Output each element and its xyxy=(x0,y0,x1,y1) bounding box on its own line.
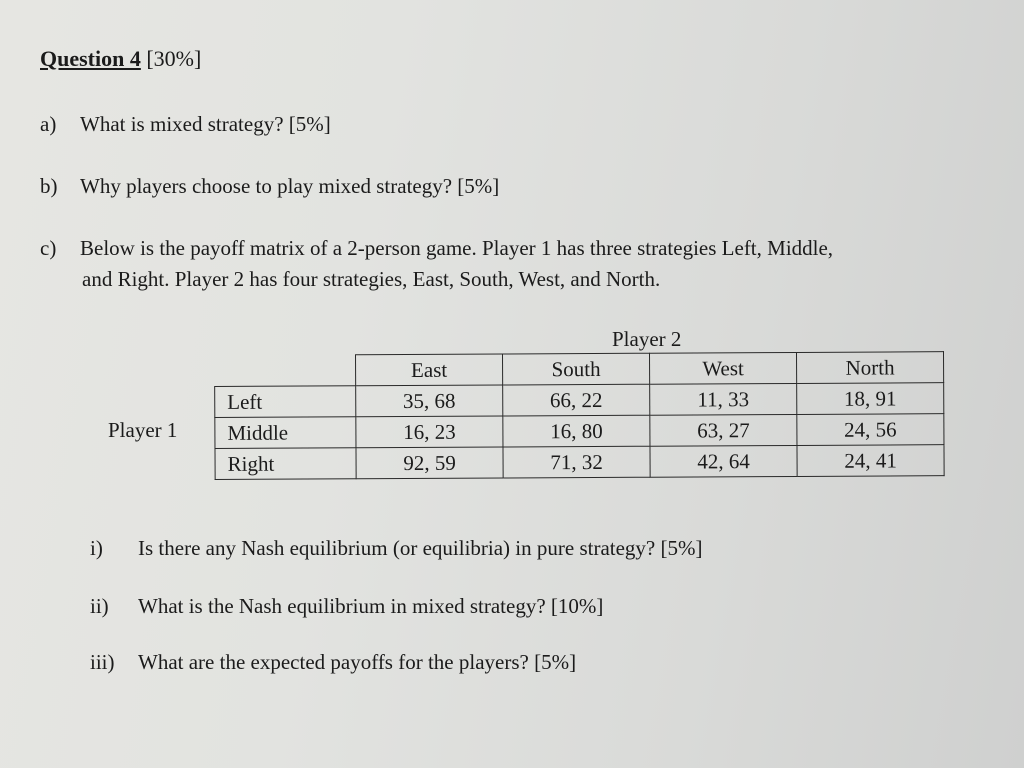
part-a-text: What is mixed strategy? [5%] xyxy=(80,112,331,136)
payoff-cell: 66, 22 xyxy=(503,384,650,416)
subpart-ii xyxy=(90,594,603,619)
payoff-cell: 11, 33 xyxy=(650,383,797,415)
subpart-i-text: Is there any Nash equilibrium (or equilibria) in pure strategy? [5%] xyxy=(138,536,703,560)
column-header-west: West xyxy=(649,352,796,384)
part-a-label: a) xyxy=(40,112,57,136)
subpart-ii-label: ii) xyxy=(90,594,109,618)
matrix-row-right xyxy=(215,445,944,480)
payoff-cell: 92, 59 xyxy=(356,447,503,479)
part-c xyxy=(40,236,833,261)
subpart-i-label: i) xyxy=(90,536,103,560)
payoff-cell: 42, 64 xyxy=(650,445,797,477)
row-header-middle: Middle xyxy=(215,417,356,449)
part-c-text-line1: Below is the payoff matrix of a 2-person game. Player 1 has three strategies Left, Middle, xyxy=(80,236,834,260)
column-header-south: South xyxy=(502,353,649,385)
row-header-left: Left xyxy=(215,386,356,418)
matrix-header-row xyxy=(215,352,944,387)
part-b xyxy=(40,174,499,199)
matrix-row-left xyxy=(215,383,944,418)
subpart-ii-text: What is the Nash equilibrium in mixed strategy? [10%] xyxy=(138,594,604,618)
payoff-cell: 18, 91 xyxy=(797,383,944,415)
part-b-label: b) xyxy=(40,174,58,198)
matrix-corner xyxy=(215,355,356,387)
payoff-cell: 35, 68 xyxy=(356,385,503,417)
subpart-iii xyxy=(90,650,576,675)
subpart-iii-text: What are the expected payoffs for the players? [5%] xyxy=(138,650,577,674)
player1-label: Player 1 xyxy=(108,418,178,442)
question-weight: [30%] xyxy=(146,46,202,71)
row-header-right: Right xyxy=(215,448,356,480)
column-header-east: East xyxy=(356,354,503,386)
matrix-row-middle xyxy=(215,414,944,449)
subpart-i xyxy=(90,536,702,561)
payoff-cell: 16, 23 xyxy=(356,416,503,448)
question-title: Question 4 xyxy=(40,46,141,71)
payoff-cell: 24, 56 xyxy=(797,414,944,446)
question-heading xyxy=(40,46,201,72)
payoff-cell: 24, 41 xyxy=(797,445,944,477)
payoff-cell: 16, 80 xyxy=(503,415,650,447)
part-a xyxy=(40,112,331,137)
subpart-iii-label: iii) xyxy=(90,650,115,674)
payoff-cell: 71, 32 xyxy=(503,446,650,478)
payoff-matrix xyxy=(214,351,945,480)
part-c-text-line2: and Right. Player 2 has four strategies, East, South, West, and North. xyxy=(82,267,661,291)
part-b-text: Why players choose to play mixed strategy? [5%] xyxy=(80,174,500,198)
part-c-label: c) xyxy=(40,236,57,260)
player2-label: Player 2 xyxy=(612,327,682,351)
payoff-cell: 63, 27 xyxy=(650,414,797,446)
column-header-north: North xyxy=(796,352,943,384)
